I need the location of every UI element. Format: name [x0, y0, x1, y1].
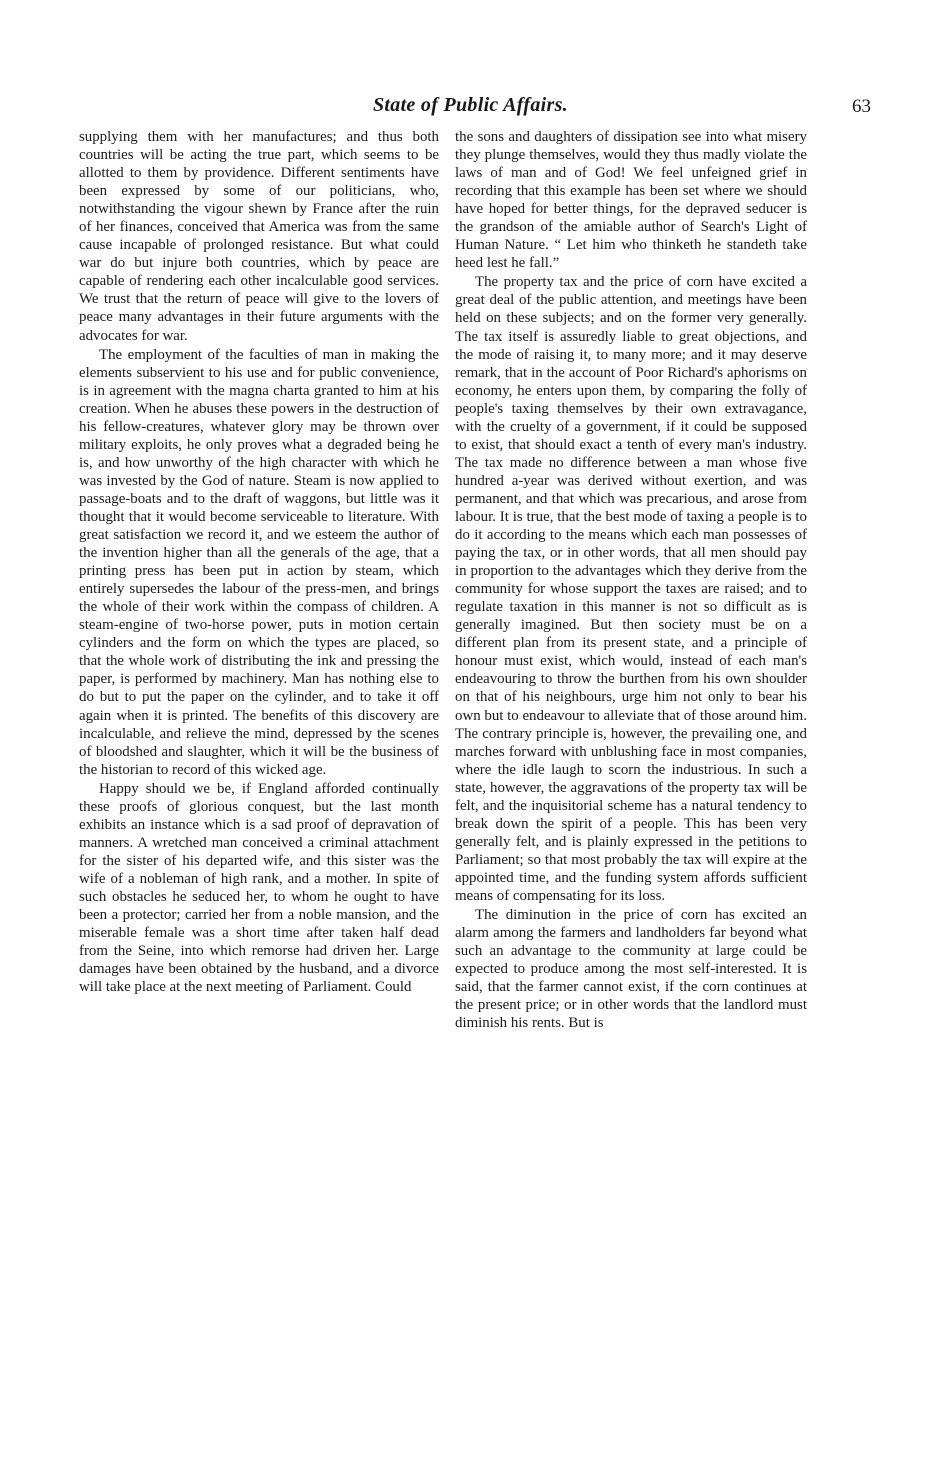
- paragraph-property-tax: The property tax and the price of corn have excited a great deal of the public attention, and meetings have been held on these subjects; and on the former very generally. The tax itself is assuredly liable to great objections, and the mode of raising it, to many more; and it may deserve remark, that in the account of Poor Richard's aphorisms on economy, he enters upon them, by comparing the folly of people's taxing themselves by their own extravagance, with the cruelty of a government, if it could be supposed to exist, that should exact a tenth of every man's industry. The tax made no difference between a man whose five hundred a-year was derived without exertion, and was permanent, and that which was precarious, and arose from labour. It is true, that the best mode of taxing a people is to do it according to the means which each man possesses of paying the tax, or in other words, that all men should pay in proportion to the advantages which they derive from the community for whose support the taxes are raised; and to regulate taxation in this manner is not so difficult as is generally imagined. But then society must be on a different plan from its present state, and a principle of honour must exist, which would, instead of each man's endeavouring to throw the burthen from his own shoulder on that of his neighbours, urge him not only to bear his own but to endeavour to alleviate that of those around him. The contrary principle is, however, the prevailing one, and marches forward with unblushing face in most companies, where the idle laugh to scorn the industrious. In such a state, however, the aggravations of the property tax will be felt, and the inquisitorial scheme has a natural tendency to break down the spirit of a people. This has been very generally felt, and is plainly expressed in the petitions to Parliament; so that most probably the tax will expire at the appointed time, and the funding system affords sufficient means of compensating for its loss.: [455, 274, 807, 904]
- paragraph-corn-price: The diminution in the price of corn has excited an alarm among the farmers and landholders far beyond what such an advantage to the community at large could be expected to produce among the most self-interested. It is said, that the farmer cannot exist, if the corn continues at the present price; or in other words that the landlord must diminish his rents. But is: [455, 907, 807, 1032]
- running-title: State of Public Affairs.: [373, 94, 568, 116]
- left-column: [79, 128, 439, 996]
- paragraph-depravation: Happy should we be, if England afforded continually these proofs of glorious conquest, but the last month exhibits an instance which is a sad proof of depravation of manners. A wretched man conceived a criminal attachment for the sister of his departed wife, and this sister was the wife of a nobleman of high rank, and a mother. In spite of such obstacles he seduced her, to whom he ought to have been a protector; carried her from a noble mansion, and the miserable female was a short time after taken half dead from the Seine, into which remorse had driven her. Large damages have been obtained by the husband, and a divorce will take place at the next meeting of Parliament. Could: [79, 780, 439, 996]
- paragraph-steam-press: The employment of the faculties of man in making the elements subservient to his use and for public convenience, is in agreement with the magna charta granted to him at his creation. When he abuses these powers in the destruction of his fellow-creatures, whatever glory may be thrown over military exploits, he only proves what a degraded being he is, and how unworthy of the high character with which he was invested by the God of nature. Steam is now applied to passage-boats and to the draft of waggons, but little was it thought that it would become serviceable to literature. With great satisfaction we record it, and we esteem the author of the invention higher than all the generals of the age, that a printing press has been put in action by steam, which entirely supersedes the labour of the press-men, and brings the whole of their work within the compass of children. A steam-engine of two-horse power, puts in motion certain cylinders and the form on which the types are placed, so that the whole work of distributing the ink and pressing the paper, is performed by machinery. Man has nothing else to do but to put the paper on the cylinder, and to take it off again when it is printed. The benefits of this discovery are incalculable, and relieve the mind, depressed by the scenes of bloodshed and slaughter, which it will be the business of the historian to record of this wicked age.: [79, 346, 439, 778]
- paragraph-dissipation: the sons and daughters of dissipation see into what misery they plunge themselves, would they thus madly violate the laws of man and of God! We feel unfeigned grief in recording that this example has been set where we should have hoped for better things, for the depraved seducer is the grandson of the amiable author of Search's Light of Human Nature. “ Let him who thinketh he standeth take heed lest he fall.”: [455, 129, 807, 272]
- page-number: 63: [852, 96, 871, 117]
- right-column: [455, 128, 807, 1032]
- paragraph-continued: supplying them with her manufactures; and thus both countries will be acting the true part, which seems to be allotted to them by providence. Different sentiments have been expressed by some of our politicians, who, notwithstanding the vigour shewn by France after the ruin of her finances, conceived that America was from the same cause incapable of prolonged resistance. But what could war do but injure both countries, which by peace are capable of rendering each other incalculable good services. We trust that the return of peace will give to the lovers of peace many advantages in their future arguments with the advocates for war.: [79, 129, 439, 344]
